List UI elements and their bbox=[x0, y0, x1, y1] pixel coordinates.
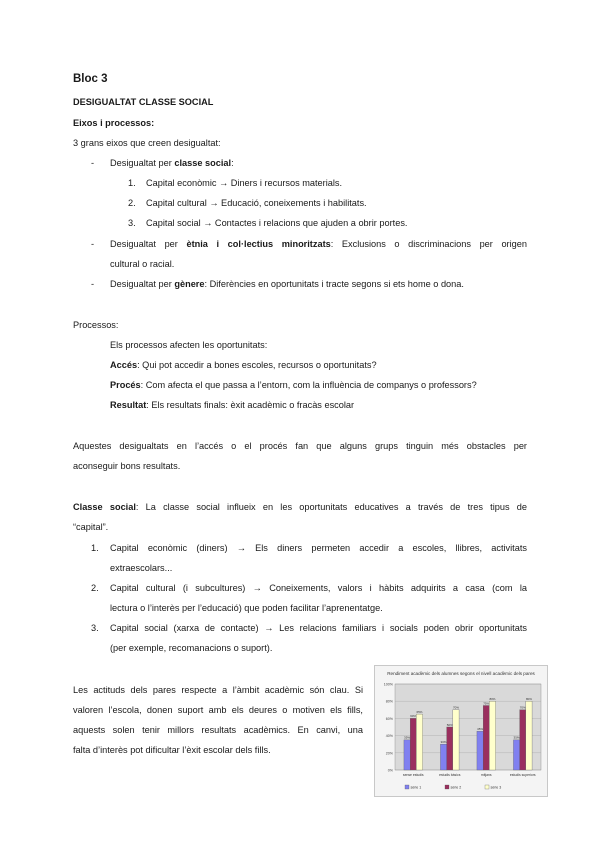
bar bbox=[447, 727, 453, 770]
actituds-line: falta d’interès pot dificultar l’èxit escolar dels fills. bbox=[73, 745, 271, 755]
capital-item: Capital econòmic (diners) → Els diners permeten accedir a escoles, llibres, activitats bbox=[110, 543, 527, 553]
data-label: 50% bbox=[446, 722, 453, 727]
bloc-heading: Bloc 3 bbox=[73, 73, 108, 85]
bar bbox=[453, 710, 459, 770]
data-label: 35% bbox=[513, 735, 520, 740]
data-label: 75% bbox=[483, 701, 490, 706]
bar bbox=[483, 706, 489, 771]
bullet-dash: - bbox=[91, 239, 95, 249]
legend-label: sèrie 3 bbox=[490, 785, 502, 790]
data-label: 80% bbox=[525, 697, 532, 701]
data-label: 65% bbox=[416, 709, 423, 714]
data-label: 80% bbox=[489, 697, 496, 701]
bar-chart bbox=[375, 666, 547, 796]
data-label: 70% bbox=[452, 705, 459, 710]
aquestes-paragraph-line1: Aquestes desigualtats en l’accés o el procés fan que alguns grups tinguin més obstacles per bbox=[73, 441, 527, 451]
y-tick-label: 60% bbox=[385, 716, 393, 721]
bar bbox=[513, 740, 519, 770]
y-tick-label: 20% bbox=[385, 751, 393, 756]
x-tick-label: estudis bàsics bbox=[439, 773, 461, 777]
capital-item: Capital social (xarxa de contacte) → Les relacions familiars i socials poden obrir oportunitats bbox=[110, 623, 527, 633]
sub-num: 1. bbox=[128, 178, 136, 188]
legend-label: sèrie 2 bbox=[450, 785, 462, 790]
data-label: 45% bbox=[477, 727, 484, 732]
proces-item: Resultat: Els resultats finals: èxit acadèmic o fracàs escolar bbox=[110, 400, 355, 410]
x-tick-label: mitjans bbox=[480, 773, 492, 777]
data-label: 60% bbox=[410, 714, 417, 719]
bar bbox=[526, 701, 532, 770]
bullet-dash: - bbox=[91, 279, 95, 289]
bar bbox=[410, 718, 416, 770]
legend-label: sèrie 1 bbox=[410, 785, 422, 790]
capital-item: Capital cultural (i subcultures) → Coneixements, valors i hàbits adquirits a casa (com la bbox=[110, 583, 527, 593]
capital-item-cont: (per exemple, recomanacions o suport). bbox=[110, 643, 273, 653]
y-tick-label: 40% bbox=[385, 734, 393, 739]
sub-item: Capital social → Contactes i relacions que ajuden a obrir portes. bbox=[146, 218, 408, 228]
capital-num: 1. bbox=[91, 543, 99, 553]
processos-title: Processos: bbox=[73, 320, 119, 330]
sub-num: 3. bbox=[128, 218, 136, 228]
bar bbox=[489, 701, 495, 770]
x-tick-label: estudis superiors bbox=[509, 773, 536, 777]
capital-item-cont: extraescolars... bbox=[110, 563, 173, 573]
eix-item: Desigualtat per gènere: Diferències en oportunitats i tracte segons si ets home o dona. bbox=[110, 279, 464, 289]
data-label: 35% bbox=[404, 735, 411, 740]
y-tick-label: 80% bbox=[385, 699, 393, 704]
bar bbox=[477, 731, 483, 770]
eix-item: Desigualtat per classe social: bbox=[110, 158, 234, 168]
classe-paragraph-line2: “capital”. bbox=[73, 522, 109, 532]
chart-figure bbox=[374, 665, 548, 797]
chart-title: Rendiment acadèmic dels alumnes segons el nivell acadèmic dels pares bbox=[387, 671, 535, 676]
eixos-intro: 3 grans eixos que creen desigualtat: bbox=[73, 138, 221, 148]
proces-item: Procés: Com afecta el que passa a l’entorn, com la influència de companys o professors? bbox=[110, 380, 477, 390]
aquestes-paragraph-line2: aconseguir bons resultats. bbox=[73, 461, 181, 471]
data-label: 70% bbox=[519, 705, 526, 710]
capital-num: 2. bbox=[91, 583, 99, 593]
y-tick-label: 100% bbox=[383, 682, 393, 687]
actituds-line: aquests solen tenir millors resultats acadèmics. En canvi, una bbox=[73, 725, 363, 735]
proces-item: Accés: Qui pot accedir a bones escoles, recursos o oportunitats? bbox=[110, 360, 377, 370]
eixos-title: Eixos i processos: bbox=[73, 118, 155, 128]
section-title: DESIGUALTAT CLASSE SOCIAL bbox=[73, 97, 214, 107]
sub-item: Capital cultural → Educació, coneixements i habilitats. bbox=[146, 198, 367, 208]
actituds-line: valoren l’escola, donen suport amb els deures o motiven els fills, bbox=[73, 705, 363, 715]
bar bbox=[520, 710, 526, 770]
x-tick-label: sense estudis bbox=[402, 773, 424, 777]
legend-swatch bbox=[405, 785, 409, 789]
sub-item: Capital econòmic → Diners i recursos materials. bbox=[146, 178, 343, 188]
eix-item-cont: cultural o racial. bbox=[110, 259, 175, 269]
legend-swatch bbox=[485, 785, 489, 789]
bar bbox=[440, 744, 446, 770]
sub-num: 2. bbox=[128, 198, 136, 208]
processos-intro: Els processos afecten les oportunitats: bbox=[110, 340, 268, 350]
bar bbox=[404, 740, 410, 770]
legend-swatch bbox=[445, 785, 449, 789]
classe-paragraph-line1: Classe social: La classe social influeix en les oportunitats educatives a través de tres tipus de bbox=[73, 502, 527, 512]
actituds-line: Les actituds dels pares respecte a l’àmbit acadèmic són clau. Si bbox=[73, 685, 363, 695]
y-tick-label: 0% bbox=[387, 768, 393, 773]
bar bbox=[416, 714, 422, 770]
capital-num: 3. bbox=[91, 623, 99, 633]
bullet-dash: - bbox=[91, 158, 95, 168]
data-label: 30% bbox=[440, 740, 447, 744]
eix-item: Desigualtat per ètnia i col·lectius minoritzats: Exclusions o discriminacions per origen bbox=[110, 239, 527, 249]
capital-item-cont: lectura o l’interès per l’educació) que poden facilitar l’aprenentatge. bbox=[110, 603, 383, 613]
